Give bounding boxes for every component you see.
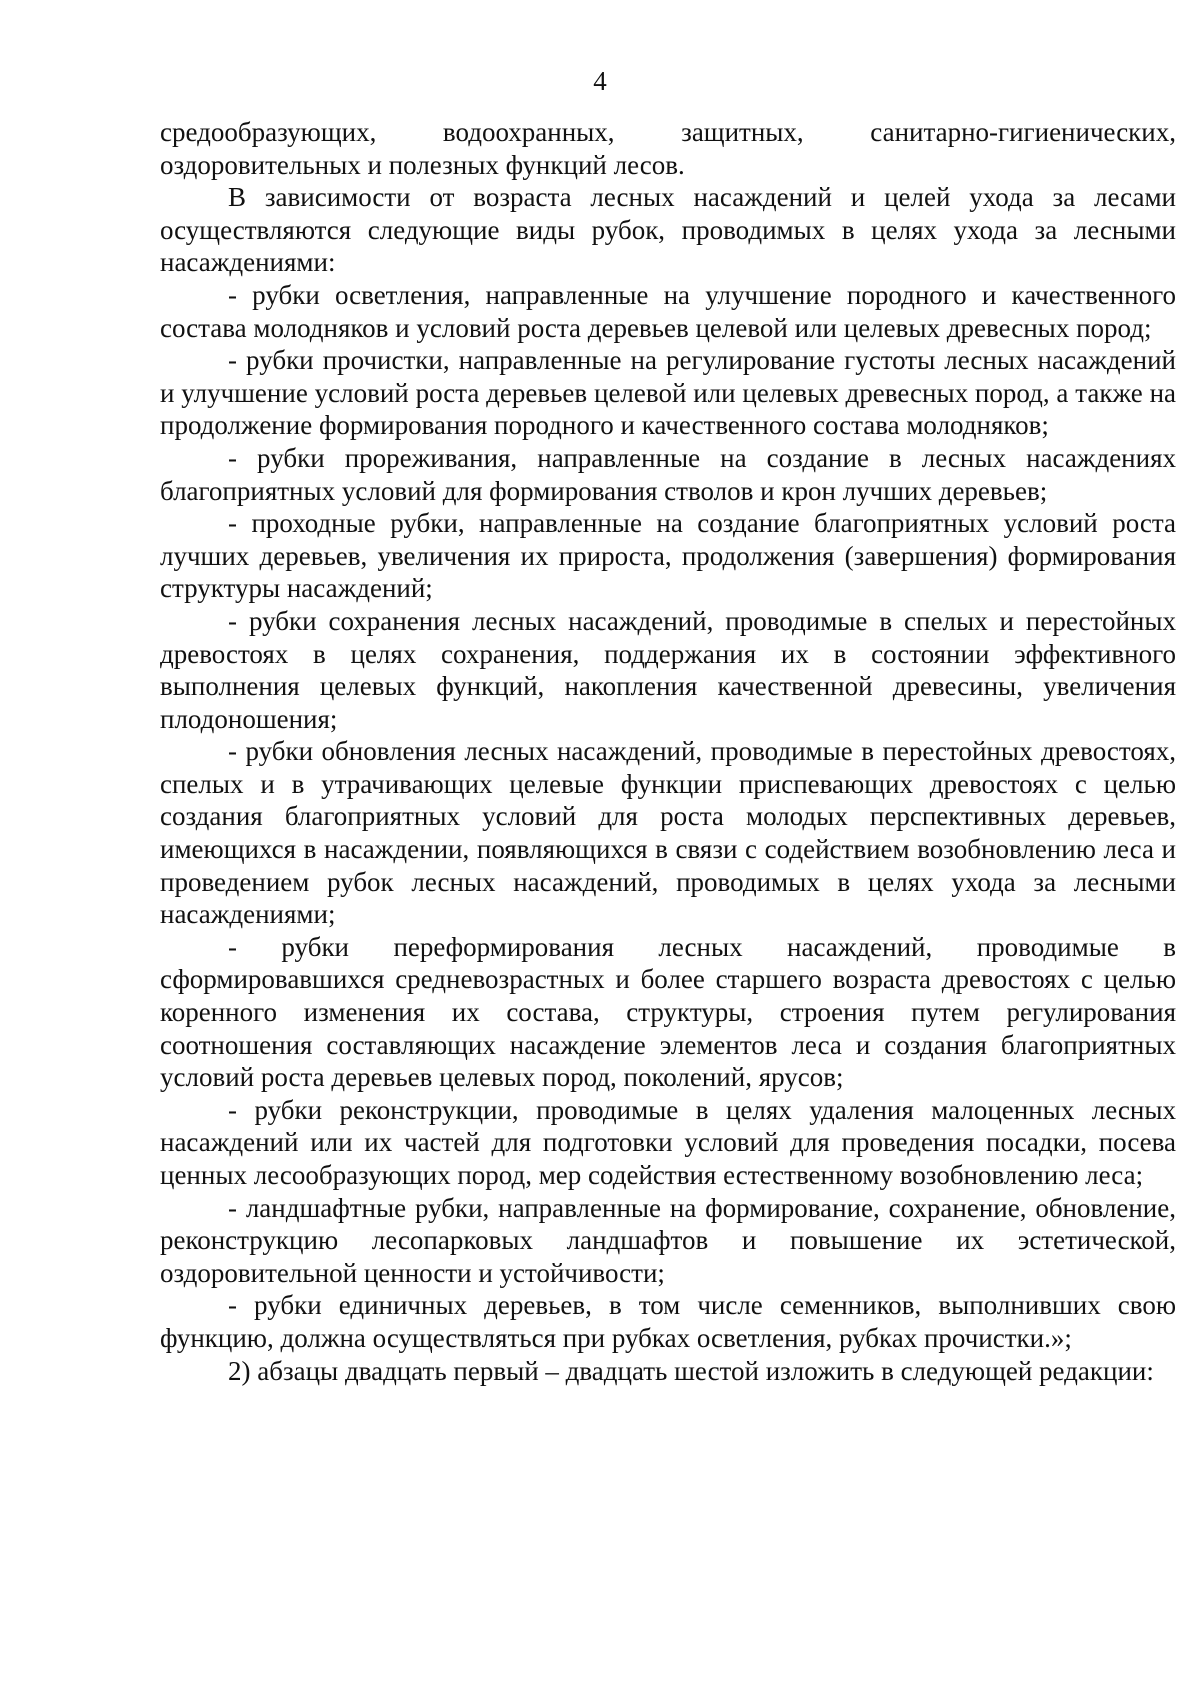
page-number: 4	[593, 66, 607, 96]
list-item-obnovlenie: - рубки обновления лесных насаждений, проводимые в перестойных древостоях, спелых и в утрачивающих целевые функции приспевающих древостоях с целью создания благоприятных условий для роста молодых перспективных деревьев, имеющихся в насаждении, появляющихся в связи с содействием возобновлению леса и проведением рубок лесных насаждений, проводимых в целях ухода за лесными насаждениями;	[160, 736, 1176, 930]
paragraph-amendment: 2) абзацы двадцать первый – двадцать шестой изложить в следующей редакции:	[228, 1355, 1154, 1386]
paragraph-continuation: средообразующих, водоохранных, защитных, санитарно-гигиенических, оздоровительных и полезных функций лесов.	[160, 117, 1176, 180]
paragraph-intro: В зависимости от возраста лесных насаждений и целей ухода за лесами осуществляются следующие виды рубок, проводимых в целях ухода за лесными насаждениями:	[160, 182, 1176, 278]
list-item-pereformirovanie: - рубки переформирования лесных насаждений, проводимые в сформировавшихся средневозрастных и более старшего возраста древостоях с целью коренного изменения их состава, структуры, строения путем регулирования соотношения составляющих насаждение элементов леса и создания благоприятных условий роста деревьев целевых пород, поколений, ярусов;	[160, 931, 1176, 1093]
list-item-rekonstrukciya: - рубки реконструкции, проводимые в целях удаления малоценных лесных насаждений или их частей для подготовки условий для проведения посадки, посева ценных лесообразующих пород, мер содействия естественному возобновлению леса;	[160, 1094, 1176, 1190]
list-item-edinichnye: - рубки единичных деревьев, в том числе семенников, выполнивших свою функцию, должна осуществляться при рубках осветления, рубках прочистки.»;	[160, 1290, 1176, 1353]
list-item-prochistka: - рубки прочистки, направленные на регулирование густоты лесных насаждений и улучшение условий роста деревьев целевой или целевых древесных пород, а также на продолжение формирования породного и качественного состава молодняков;	[160, 345, 1176, 441]
list-item-landshaftnye: - ландшафтные рубки, направленные на формирование, сохранение, обновление, реконструкцию лесопарковых ландшафтов и повышение их эстетической, оздоровительной ценности и устойчивости;	[160, 1192, 1176, 1288]
document-body	[160, 116, 1176, 1387]
list-item-prorezhivanie: - рубки прореживания, направленные на создание в лесных насаждениях благоприятных условий для формирования стволов и крон лучших деревьев;	[160, 442, 1176, 506]
list-item-prohodnye: - проходные рубки, направленные на создание благоприятных условий роста лучших деревьев, увеличения их прироста, продолжения (завершения) формирования структуры насаждений;	[160, 508, 1176, 604]
list-item-osvetlenie: - рубки осветления, направленные на улучшение породного и качественного состава молодняков и условий роста деревьев целевой или целевых древесных пород;	[160, 279, 1176, 343]
list-item-sohranenie: - рубки сохранения лесных насаждений, проводимые в спелых и перестойных древостоях в целях сохранения, поддержания их в состоянии эффективного выполнения целевых функций, накопления качественной древесины, увеличения плодоношения;	[160, 605, 1176, 734]
